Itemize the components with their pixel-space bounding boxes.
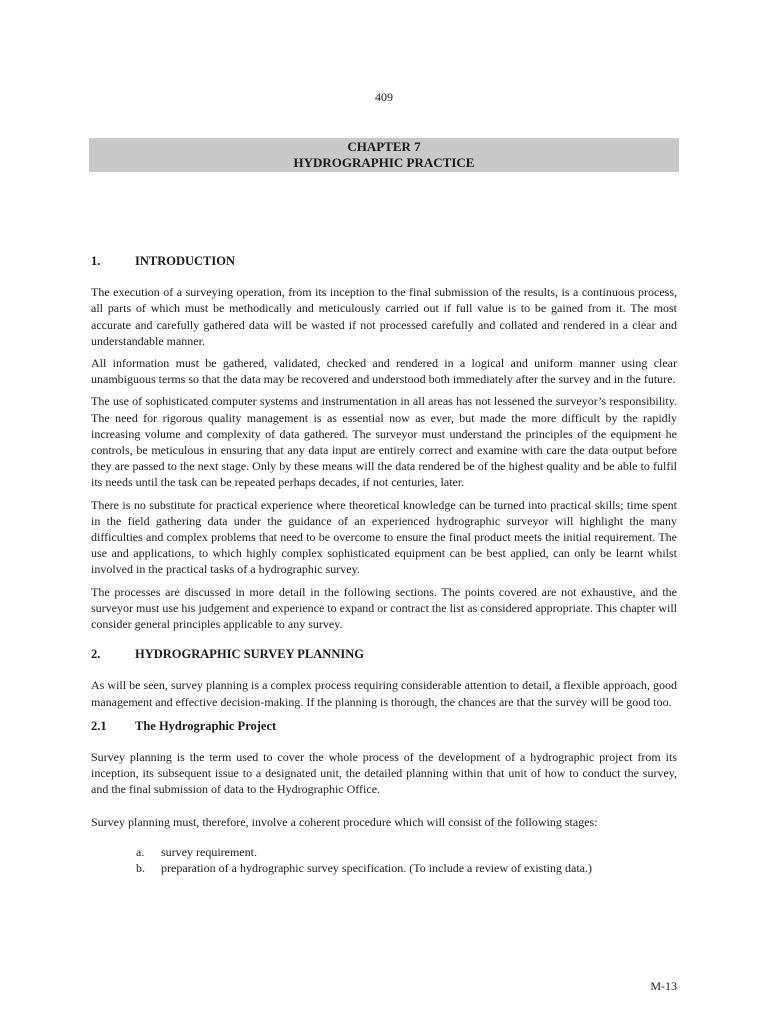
- list-item: [136, 860, 677, 876]
- subsection-number: 2.1: [91, 718, 107, 733]
- paragraph: The processes are discussed in more detail in the following sections. The points covered are not exhaustive, and the surveyor must use his judgement and experience to expand or contract the list as considered appropriate. This chapter will consider general principles applicable to any survey.: [91, 584, 677, 632]
- paragraph: Survey planning must, therefore, involve a coherent procedure which will consist of the following stages:: [91, 814, 598, 829]
- list-item: [136, 844, 677, 860]
- section-title: HYDROGRAPHIC SURVEY PLANNING: [135, 647, 364, 662]
- page-number: 409: [375, 90, 393, 104]
- paragraph: All information must be gathered, validated, checked and rendered in a logical and uniform manner using clear unambiguous terms so that the data may be recovered and understood both immediately after the survey and in the future.: [91, 356, 677, 387]
- stages-list: [91, 844, 677, 876]
- paragraph: The execution of a surveying operation, from its inception to the final submission of the results, is a continuous process, all parts of which must be methodically and meticulously carried out if full value is to be gained from it. The most accurate and carefully gathered data will be wasted if not processed carefully and collated and rendered in a clear and understandable manner.: [91, 285, 677, 348]
- document-body: [91, 253, 677, 876]
- section-number: 1.: [91, 254, 101, 268]
- paragraph: As will be seen, survey planning is a complex process requiring considerable attention to detail, a flexible approach, good management and effective decision-making. If the planning is thorough, the chances are that the survey will be good too.: [91, 678, 677, 709]
- section-number: 2.: [91, 647, 101, 662]
- list-item-text: survey requirement.: [161, 844, 257, 859]
- section-heading-introduction: [91, 253, 677, 269]
- footer-code: M-13: [650, 979, 677, 993]
- chapter-banner: [89, 138, 679, 172]
- subsection-heading-hydrographic-project: [91, 718, 677, 734]
- section-heading-survey-planning: [91, 646, 677, 662]
- paragraph: There is no substitute for practical experience where theoretical knowledge can be turned into practical skills; time spent in the field gathering data under the guidance of an experienced hydrographic surveyor will highlight the many difficulties and complex problems that need to be overcome to ensure the final product meets the initial requirement. The use and applications, to which highly complex sophisticated equipment can be best applied, can only be learnt whilst involved in the practical tasks of a hydrographic survey.: [91, 497, 677, 577]
- chapter-title: HYDROGRAPHIC PRACTICE: [293, 155, 475, 170]
- list-marker: b.: [136, 861, 145, 876]
- list-marker: a.: [136, 844, 145, 859]
- section-title: INTRODUCTION: [135, 254, 236, 268]
- chapter-label: CHAPTER 7: [347, 139, 421, 154]
- paragraph: The use of sophisticated computer systems and instrumentation in all areas has not lessened the surveyor’s responsibility. The need for rigorous quality management is as essential now as ever, but made the more difficult by the rapidly increasing volume and complexity of data gathered. The surveyor must understand the principles of the equipment he controls, be meticulous in ensuring that any data input are entirely correct and examine with care the data output before they are passed to the next stage. Only by these means will the data rendered be of the highest quality and be able to fulfil its needs until the task can be repeated perhaps decades, if not centuries, later.: [91, 394, 677, 490]
- paragraph: Survey planning is the term used to cover the whole process of the development of a hydrographic project from its inception, its subsequent issue to a designated unit, the detailed planning within that unit of how to conduct the survey, and the final submission of data to the Hydrographic Office.: [91, 750, 677, 797]
- subsection-title: The Hydrographic Project: [135, 718, 277, 733]
- list-item-text: preparation of a hydrographic survey specification. (To include a review of existing data.): [161, 861, 592, 876]
